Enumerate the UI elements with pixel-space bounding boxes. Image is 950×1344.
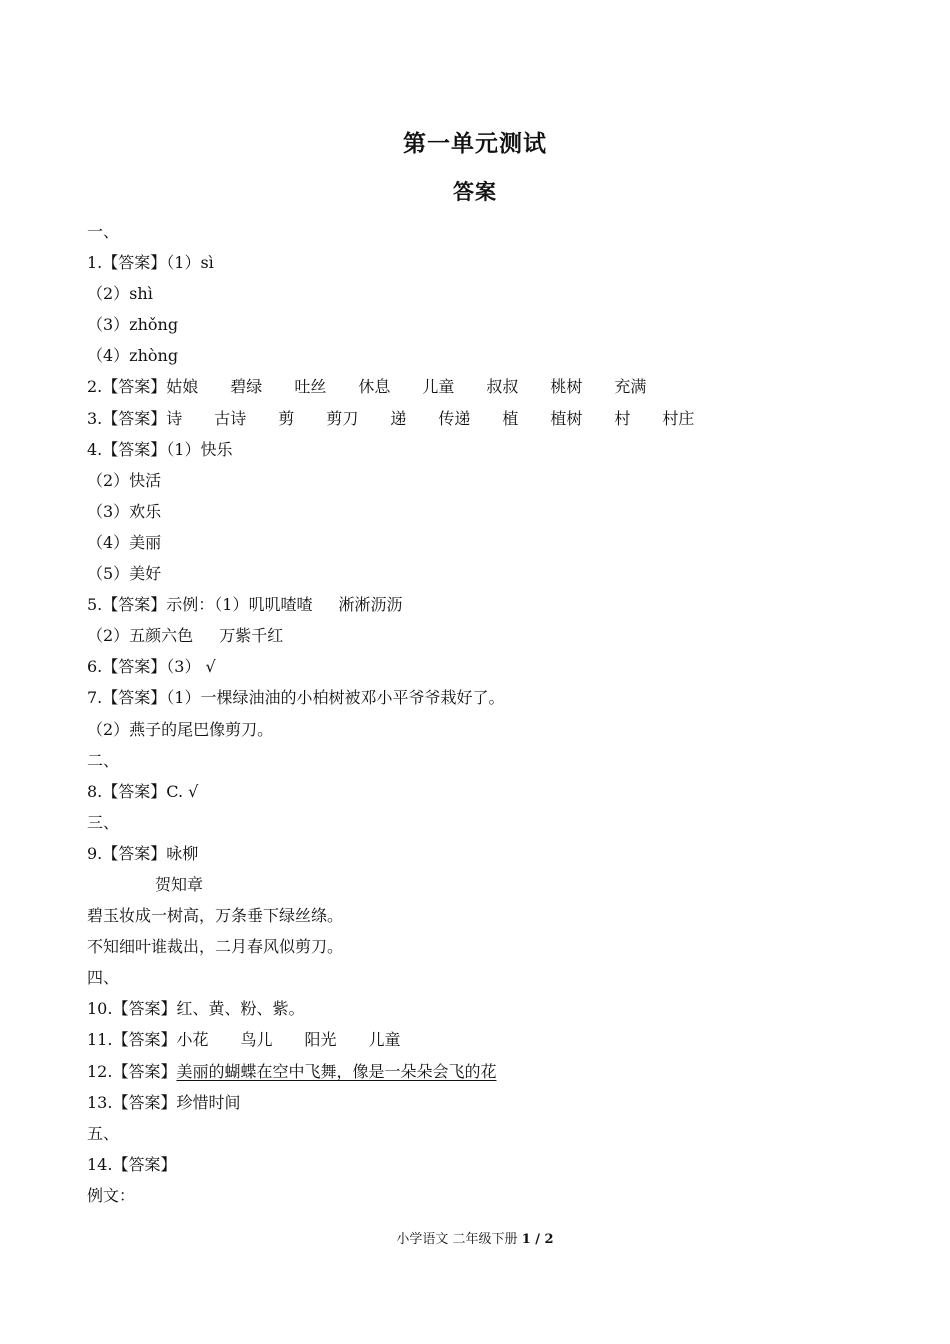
word-list [176,1030,400,1049]
section-heading: 三、 [87,812,120,832]
answer-word: 递 [390,408,407,428]
answer-word: 古诗 [214,408,247,428]
section-heading: 二、 [87,750,120,770]
answer-text: 淅淅沥沥 [338,595,403,615]
answer-prefix: 3.【答案】 [87,408,167,428]
poem-line: 不知细叶谁裁出，二月春风似剪刀。 [87,937,344,957]
answer-word: 诗 [166,408,183,428]
answer-word: 碧绿 [230,377,263,397]
answer-line: 7.【答案】（1）一棵绿油油的小柏树被邓小平爷爷栽好了。 [87,688,505,708]
answer-word: 村 [614,408,631,428]
page-number: 1 / 2 [521,1232,554,1247]
section-heading: 五、 [87,1123,120,1143]
answer-word: 桃树 [550,377,583,397]
answer-word: 植树 [550,408,583,428]
page-title: 第一单元测试 [403,131,547,157]
answer-content [87,216,887,1211]
underlined-answer: 美丽的蝴蝶在空中飞舞，像是一朵朵会飞的花 [176,1061,497,1081]
answer-text: 万紫千红 [219,626,284,646]
answer-prefix: 2.【答案】 [87,377,167,397]
answer-line: 13.【答案】珍惜时间 [87,1092,241,1112]
answer-text: （2）五颜六色 [87,626,194,646]
answer-line: （3）欢乐 [87,501,162,521]
section-heading: 一、 [87,222,120,241]
answer-word: 鸟儿 [240,1030,273,1050]
answer-line: 8.【答案】C. √ [87,781,199,801]
footer-text: 小学语文 二年级下册 [396,1232,518,1247]
answer-word: 植 [502,408,519,428]
answer-word: 儿童 [422,377,455,397]
word-list [166,409,694,428]
answer-word: 剪刀 [326,408,359,428]
answer-line-q11 [87,1024,887,1055]
answer-line-q5b [87,620,887,651]
answer-text: 5.【答案】示例：（1）叽叽喳喳 [87,595,313,615]
answer-word: 剪 [278,408,295,428]
answer-word: 吐丝 [294,377,327,397]
answer-line: （2）快活 [87,470,162,490]
answer-line: 14.【答案】 [87,1154,177,1174]
answer-line-q3 [87,403,887,434]
answer-word: 小花 [176,1030,209,1050]
poem-author: 贺知章 [155,874,204,894]
section-heading: 四、 [87,968,120,988]
answer-line-q12 [87,1056,887,1087]
answer-line: （5）美好 [87,564,162,584]
answer-word: 休息 [358,377,391,397]
poem-line: 碧玉妆成一树高，万条垂下绿丝绦。 [87,906,344,926]
answer-line-q2 [87,371,887,402]
answer-line: （2）燕子的尾巴像剪刀。 [87,719,274,739]
answer-prefix: 12.【答案】 [87,1061,177,1081]
answer-line: 4.【答案】（1）快乐 [87,439,233,459]
answer-word: 村庄 [662,408,695,428]
answer-line: 10.【答案】红、黄、粉、紫。 [87,999,305,1019]
answer-word: 充满 [614,377,647,397]
answer-line: （3）zhǒng [87,315,179,335]
answer-prefix: 11.【答案】 [87,1030,177,1050]
answer-line: 例文： [87,1185,136,1205]
answer-word: 儿童 [368,1030,401,1050]
word-list [166,377,646,396]
page-footer [0,1228,950,1247]
page-subtitle: 答案 [453,180,497,204]
answer-line: 9.【答案】咏柳 [87,843,199,863]
answer-line: 6.【答案】（3） √ [87,657,216,677]
answer-word: 叔叔 [486,377,519,397]
answer-line: （4）zhòng [87,346,179,366]
answer-word: 传递 [438,408,471,428]
answer-line-q5 [87,589,887,620]
answer-line: （2）shì [87,284,153,304]
answer-line: 1.【答案】（1）sì [87,253,214,273]
answer-word: 姑娘 [166,377,199,397]
answer-line: （4）美丽 [87,532,162,552]
answer-word: 阳光 [304,1030,337,1050]
